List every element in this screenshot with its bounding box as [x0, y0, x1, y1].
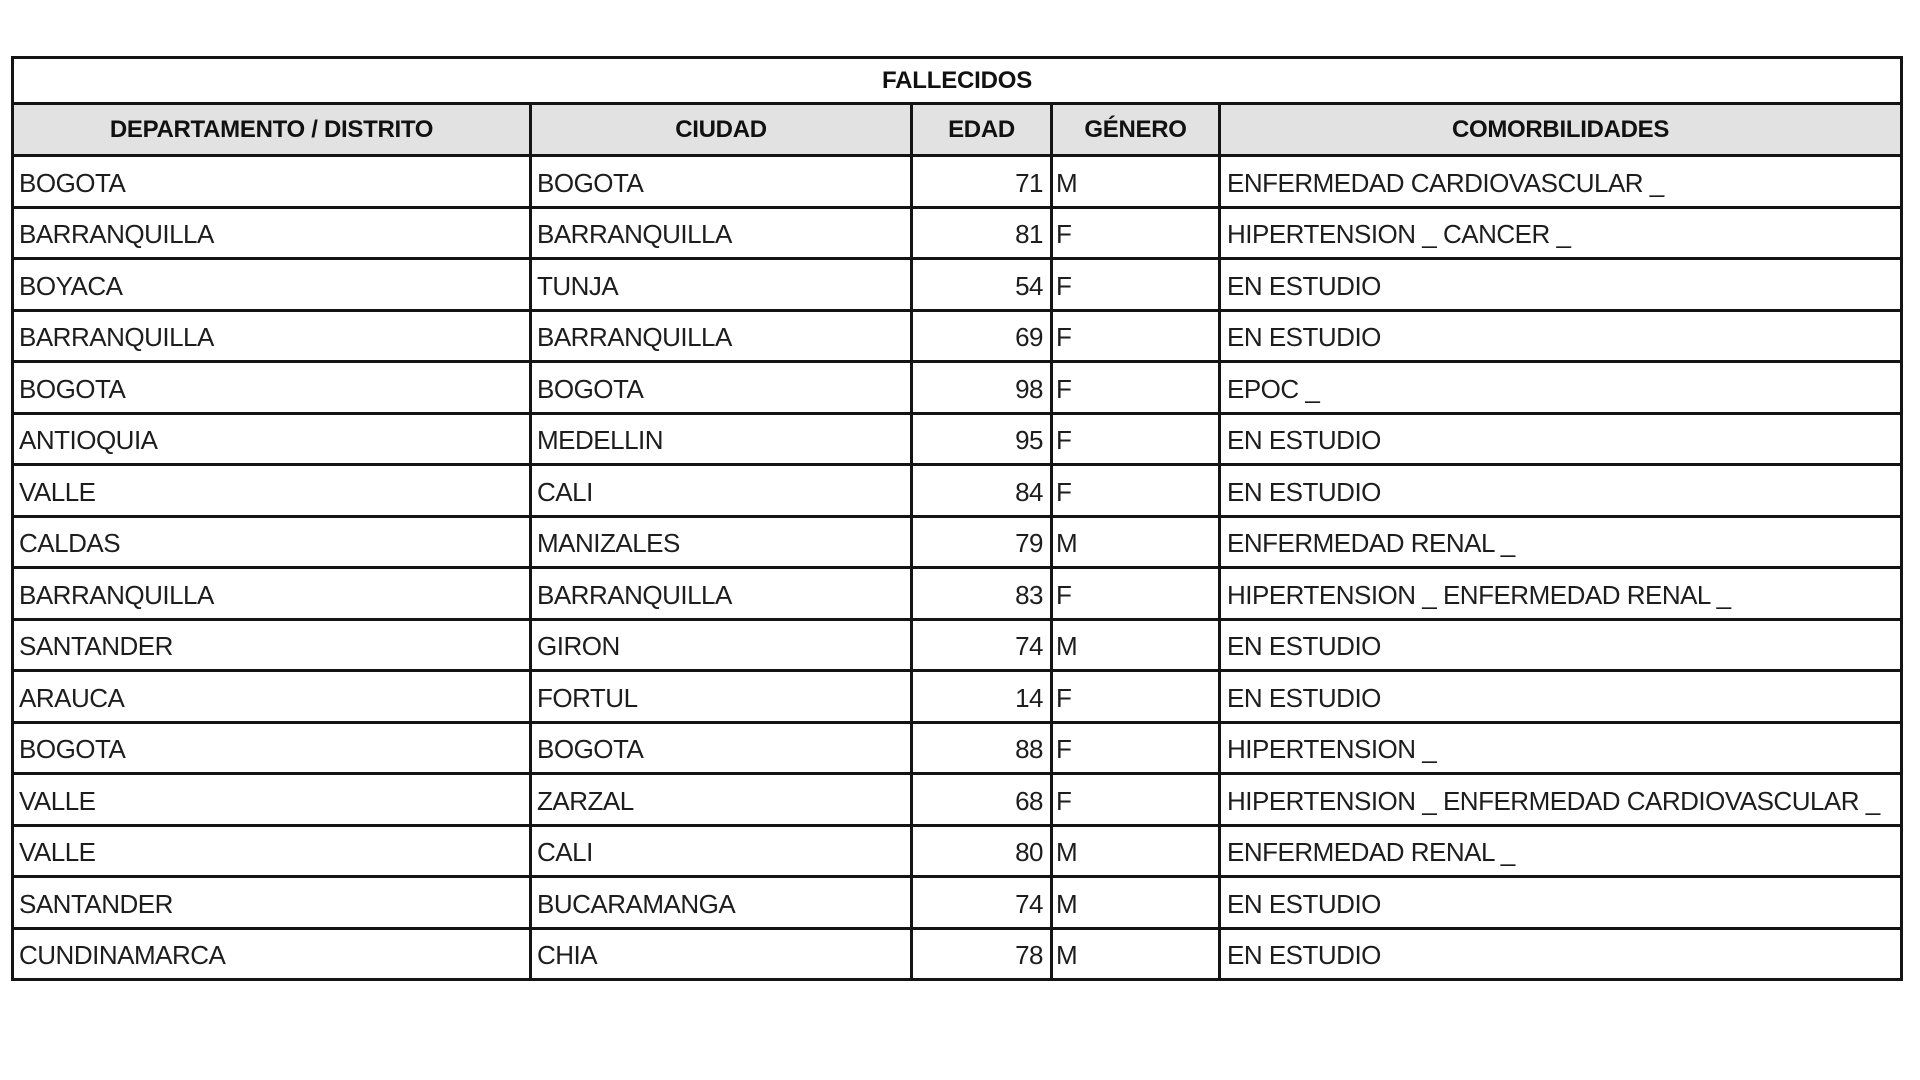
- cell-ciudad: TUNJA: [531, 259, 912, 311]
- cell-comorbilidades: ENFERMEDAD RENAL _: [1220, 516, 1902, 568]
- cell-edad: 71: [912, 156, 1052, 208]
- cell-departamento: BARRANQUILLA: [13, 568, 531, 620]
- cell-comorbilidades: EN ESTUDIO: [1220, 619, 1902, 671]
- column-header-genero: GÉNERO: [1052, 104, 1220, 156]
- cell-genero: M: [1052, 825, 1220, 877]
- cell-departamento: BOGOTA: [13, 362, 531, 414]
- cell-ciudad: BOGOTA: [531, 362, 912, 414]
- cell-comorbilidades: EN ESTUDIO: [1220, 928, 1902, 980]
- cell-edad: 95: [912, 413, 1052, 465]
- cell-departamento: SANTANDER: [13, 619, 531, 671]
- cell-departamento: BOGOTA: [13, 156, 531, 208]
- cell-departamento: BOGOTA: [13, 722, 531, 774]
- cell-ciudad: GIRON: [531, 619, 912, 671]
- cell-departamento: BOYACA: [13, 259, 531, 311]
- cell-genero: F: [1052, 465, 1220, 517]
- table-row: [13, 362, 1902, 414]
- column-header-ciudad: CIUDAD: [531, 104, 912, 156]
- cell-genero: M: [1052, 516, 1220, 568]
- cell-genero: F: [1052, 722, 1220, 774]
- cell-genero: F: [1052, 207, 1220, 259]
- table-title: FALLECIDOS: [13, 58, 1902, 104]
- cell-genero: M: [1052, 877, 1220, 929]
- cell-edad: 68: [912, 774, 1052, 826]
- cell-ciudad: BARRANQUILLA: [531, 310, 912, 362]
- cell-comorbilidades: EPOC _: [1220, 362, 1902, 414]
- cell-edad: 74: [912, 877, 1052, 929]
- cell-comorbilidades: EN ESTUDIO: [1220, 413, 1902, 465]
- table-row: [13, 671, 1902, 723]
- cell-genero: F: [1052, 413, 1220, 465]
- cell-comorbilidades: HIPERTENSION _ ENFERMEDAD RENAL _: [1220, 568, 1902, 620]
- cell-departamento: CUNDINAMARCA: [13, 928, 531, 980]
- cell-departamento: VALLE: [13, 465, 531, 517]
- cell-ciudad: BUCARAMANGA: [531, 877, 912, 929]
- column-header-departamento: DEPARTAMENTO / DISTRITO: [13, 104, 531, 156]
- cell-departamento: VALLE: [13, 825, 531, 877]
- cell-comorbilidades: HIPERTENSION _: [1220, 722, 1902, 774]
- table-title-row: [13, 58, 1902, 104]
- cell-ciudad: MANIZALES: [531, 516, 912, 568]
- fallecidos-table: [11, 56, 1903, 981]
- cell-edad: 74: [912, 619, 1052, 671]
- table-row: [13, 877, 1902, 929]
- table-body: [13, 156, 1902, 980]
- table-row: [13, 774, 1902, 826]
- cell-departamento: BARRANQUILLA: [13, 207, 531, 259]
- cell-genero: F: [1052, 362, 1220, 414]
- cell-genero: F: [1052, 568, 1220, 620]
- cell-ciudad: FORTUL: [531, 671, 912, 723]
- cell-departamento: CALDAS: [13, 516, 531, 568]
- cell-ciudad: CALI: [531, 825, 912, 877]
- table-header-row: [13, 104, 1902, 156]
- table-row: [13, 259, 1902, 311]
- cell-ciudad: BARRANQUILLA: [531, 568, 912, 620]
- table-row: [13, 619, 1902, 671]
- cell-comorbilidades: ENFERMEDAD RENAL _: [1220, 825, 1902, 877]
- cell-ciudad: CALI: [531, 465, 912, 517]
- cell-comorbilidades: EN ESTUDIO: [1220, 310, 1902, 362]
- cell-departamento: SANTANDER: [13, 877, 531, 929]
- table-row: [13, 825, 1902, 877]
- cell-edad: 78: [912, 928, 1052, 980]
- table-row: [13, 722, 1902, 774]
- table-row: [13, 568, 1902, 620]
- cell-edad: 98: [912, 362, 1052, 414]
- table-row: [13, 310, 1902, 362]
- cell-genero: M: [1052, 156, 1220, 208]
- cell-comorbilidades: ENFERMEDAD CARDIOVASCULAR _: [1220, 156, 1902, 208]
- cell-edad: 88: [912, 722, 1052, 774]
- cell-genero: F: [1052, 310, 1220, 362]
- cell-ciudad: MEDELLIN: [531, 413, 912, 465]
- table-row: [13, 413, 1902, 465]
- cell-edad: 81: [912, 207, 1052, 259]
- table-row: [13, 928, 1902, 980]
- cell-comorbilidades: EN ESTUDIO: [1220, 671, 1902, 723]
- cell-departamento: ANTIOQUIA: [13, 413, 531, 465]
- cell-genero: F: [1052, 671, 1220, 723]
- cell-comorbilidades: EN ESTUDIO: [1220, 465, 1902, 517]
- cell-edad: 83: [912, 568, 1052, 620]
- cell-comorbilidades: HIPERTENSION _ ENFERMEDAD CARDIOVASCULAR _: [1220, 774, 1902, 826]
- cell-comorbilidades: EN ESTUDIO: [1220, 259, 1902, 311]
- cell-genero: F: [1052, 259, 1220, 311]
- column-header-edad: EDAD: [912, 104, 1052, 156]
- table-row: [13, 207, 1902, 259]
- cell-edad: 84: [912, 465, 1052, 517]
- column-header-comorbilidades: COMORBILIDADES: [1220, 104, 1902, 156]
- cell-genero: F: [1052, 774, 1220, 826]
- table-row: [13, 156, 1902, 208]
- cell-edad: 14: [912, 671, 1052, 723]
- cell-genero: M: [1052, 619, 1220, 671]
- cell-edad: 69: [912, 310, 1052, 362]
- cell-departamento: BARRANQUILLA: [13, 310, 531, 362]
- cell-edad: 79: [912, 516, 1052, 568]
- cell-departamento: VALLE: [13, 774, 531, 826]
- cell-departamento: ARAUCA: [13, 671, 531, 723]
- cell-ciudad: ZARZAL: [531, 774, 912, 826]
- cell-comorbilidades: HIPERTENSION _ CANCER _: [1220, 207, 1902, 259]
- cell-ciudad: BOGOTA: [531, 156, 912, 208]
- cell-edad: 80: [912, 825, 1052, 877]
- cell-genero: M: [1052, 928, 1220, 980]
- cell-ciudad: BOGOTA: [531, 722, 912, 774]
- cell-comorbilidades: EN ESTUDIO: [1220, 877, 1902, 929]
- cell-ciudad: CHIA: [531, 928, 912, 980]
- cell-edad: 54: [912, 259, 1052, 311]
- cell-ciudad: BARRANQUILLA: [531, 207, 912, 259]
- table-row: [13, 465, 1902, 517]
- table-row: [13, 516, 1902, 568]
